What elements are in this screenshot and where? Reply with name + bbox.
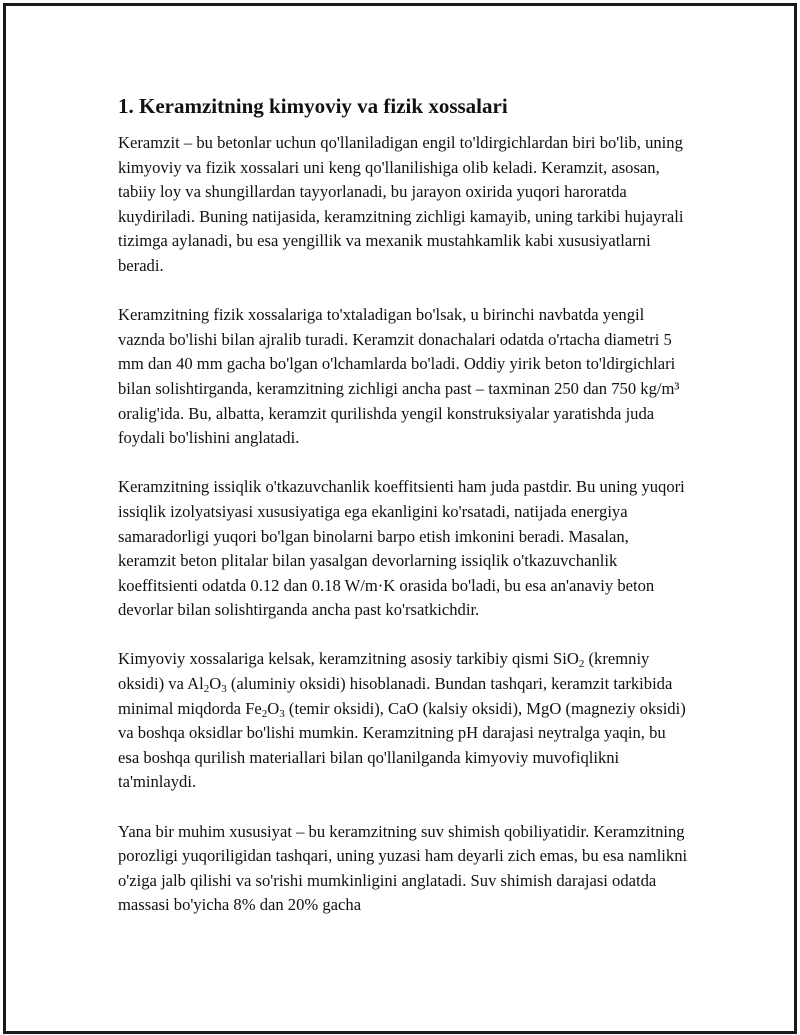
chem-text-4: (aluminiy oksidi) hisoblanadi. Bundan tashqari, keramzit tarkibida minimal miqdorda Fe [118,674,673,718]
document-body [118,94,688,943]
chem-text-5: O [267,698,280,718]
subscript: 2 [261,707,268,720]
paragraph-chemical-properties [118,647,688,795]
subscript: 3 [279,707,285,720]
chem-text-1: Kimyoviy xossalariga kelsak, keramzitning asosiy tarkibiy qismi SiO [118,649,579,669]
paragraph-water-absorption: Yana bir muhim xususiyat – bu keramzitning suv shimish qobiliyatidir. Keramzitning porozligi yuqoriligidan tashqari, uning yuzasi ham deyarli zich emas, bu esa namlikni o'ziga jalb qilishi va so'rishi mumkinligini anglatadi. Suv shimish darajasi odatda massasi bo'yicha 8% dan 20% gacha [118,821,688,915]
section-heading: 1. Keramzitning kimyoviy va fizik xossalari [118,94,508,118]
subscript: 3 [221,683,227,696]
subscript: 2 [578,658,585,671]
chem-text-2: (kremniy oksidi) va Al [118,649,650,694]
chem-text-3: O [209,674,222,694]
paragraph-thermal-conductivity: Keramzitning issiqlik o'tkazuvchanlik koeffitsienti ham juda pastdir. Bu uning yuqori issiqlik izolyatsiyasi xususiyatiga ega ekanligini ko'rsatadi, natijada energiya samaradorligi yuqori bo'lgan binolarni barpo etish imkonini beradi. Masalan, keramzit beton plitalar bilan yasalgan devorlarning issiqlik o'tkazuvchanlik koeffitsienti odatda 0.12 dan 0.18 W/m·K orasida bo'ladi, bu esa an'anaviy beton devorlar bilan solishtirganda ancha past ko'rsatkichdir. [118,477,685,620]
subscript: 2 [203,683,210,696]
chem-text-6: (temir oksidi), CaO (kalsiy oksidi), MgO (magneziy oksidi) va boshqa oksidlar bo'lishi mumkin. Keramzitning pH darajasi neytralga yaqin, bu esa boshqa qurilish materiallari bilan qo'llanilganda kimyoviy muvofiqlikni ta'minlaydi. [118,698,686,792]
paragraph-intro: Keramzit – bu betonlar uchun qo'llaniladigan engil to'ldirgichlardan biri bo'lib, uning kimyoviy va fizik xossalari uni keng qo'llanilishiga olib keladi. Keramzit, asosan, tabiiy loy va shungillardan tayyorlanadi, bu jarayon oxirida yuqori haroratda kuydiriladi. Buning natijasida, keramzitning zichligi kamayib, uning tarkibi hujayrali tizimga aylanadi, bu esa yengillik va mexanik mustahkamlik kabi xususiyatlarni beradi. [118,133,684,275]
paragraph-physical-properties: Keramzitning fizik xossalariga to'xtaladigan bo'lsak, u birinchi navbatda yengil vaznda bo'lishi bilan ajralib turadi. Keramzit donachalari odatda o'rtacha diametri 5 mm dan 40 mm gacha bo'lgan o'lchamlarda bo'ladi. Oddiy yirik beton to'ldirgichlari bilan solishtirganda, keramzitning zichligi ancha past – taxminan 250 dan 750 kg/m³ oralig'ida. Bu, albatta, keramzit qurilishda yengil konstruksiyalar yaratishda juda foydali bo'lishini anglatadi. [118,305,680,448]
